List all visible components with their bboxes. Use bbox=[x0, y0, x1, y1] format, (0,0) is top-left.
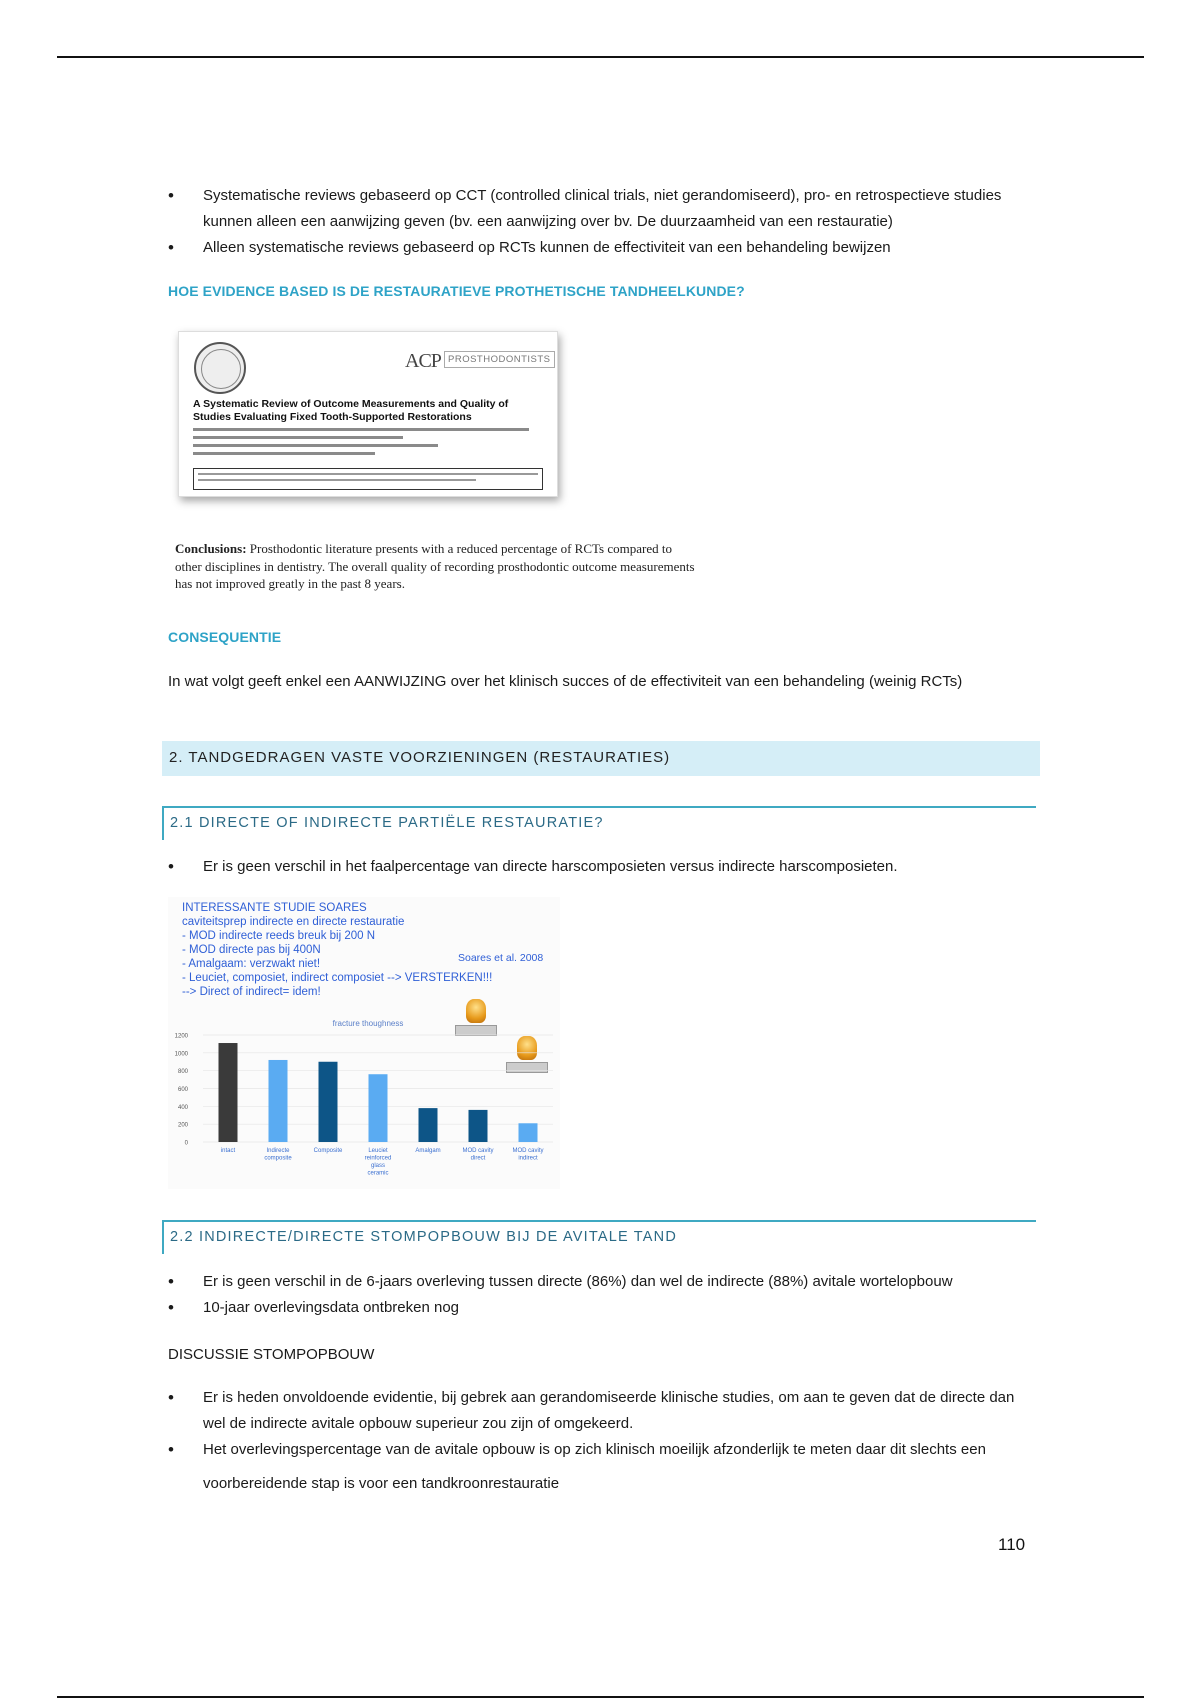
bar bbox=[419, 1108, 438, 1142]
list-item: • 10-jaar overlevingsdata ontbreken nog bbox=[168, 1295, 1048, 1321]
subsection-heading-2-1-label: 2.1 DIRECTE OF INDIRECTE PARTIËLE RESTAURATIE? bbox=[170, 815, 604, 831]
y-tick-label: 1000 bbox=[174, 1051, 188, 1058]
bullet-list-2-2 bbox=[168, 1269, 1048, 1321]
article-title: A Systematic Review of Outcome Measurements and Quality of Studies Evaluating Fixed Tooth-Supported Restorations bbox=[193, 398, 509, 423]
bar bbox=[469, 1110, 488, 1142]
list-item: • Er is geen verschil in de 6-jaars overleving tussen directe (86%) dan wel de indirecte (88%) avitale wortelopbouw bbox=[168, 1269, 1048, 1295]
bar bbox=[219, 1043, 238, 1142]
section-heading-2 bbox=[162, 741, 1040, 776]
article-conclusions bbox=[175, 540, 695, 593]
list-item: • Er is geen verschil in het faalpercentage van directe harscomposieten versus indirecte harscomposieten. bbox=[168, 854, 1038, 880]
section-heading-2-label: 2. TANDGEDRAGEN VASTE VOORZIENINGEN (RESTAURATIES) bbox=[169, 749, 671, 766]
x-tick-label: Indirecte composite bbox=[264, 1148, 292, 1162]
journal-badge-icon bbox=[194, 342, 246, 394]
heading-discussie: DISCUSSIE STOMPOPBOUW bbox=[168, 1346, 375, 1363]
list-item: • Er is heden onvoldoende evidentie, bij gebrek aan gerandomiseerde klinische studies, om aan te geven dat de directe dan wel de indirecte avitale opbouw superieur zou zijn of omgekeerd. bbox=[168, 1385, 1018, 1437]
y-tick-label: 0 bbox=[184, 1140, 188, 1147]
header-rule bbox=[57, 56, 1144, 58]
y-tick-label: 1200 bbox=[174, 1033, 188, 1040]
study-line: --> Direct of indirect= idem! bbox=[182, 986, 321, 998]
study-line: caviteitsprep indirecte en directe restauratie bbox=[182, 916, 405, 928]
list-item: • Alleen systematische reviews gebaseerd op RCTs kunnen de effectiviteit van een behandeling bewijzen bbox=[168, 235, 1038, 261]
article-cme-box bbox=[193, 468, 543, 490]
acp-logo: ACP bbox=[405, 350, 441, 372]
x-tick-label: MOD cavity indirect bbox=[512, 1148, 544, 1162]
bar bbox=[269, 1060, 288, 1142]
bullet-list-2-1 bbox=[168, 854, 1038, 880]
article-author-lines bbox=[193, 428, 543, 460]
x-tick-label: Leuciet reinforced glass ceramic bbox=[364, 1148, 392, 1177]
bullet-list-discussie bbox=[168, 1385, 1018, 1501]
bar bbox=[319, 1062, 338, 1142]
article-figure bbox=[178, 331, 558, 497]
study-line: - Amalgaam: verzwakt niet! bbox=[182, 958, 321, 970]
y-tick-label: 600 bbox=[177, 1087, 188, 1093]
bar bbox=[519, 1123, 538, 1142]
list-item: • Systematische reviews gebaseerd op CCT (controlled clinical trials, niet gerandomiseerd), pro- en retrospectieve studies kunnen alleen een aanwijzing geven (bv. een aanwijzing over bv. De duurzaamheid van een restauratie) bbox=[168, 183, 1038, 235]
study-line: - MOD indirecte reeds breuk bij 200 N bbox=[182, 930, 376, 942]
y-tick-label: 400 bbox=[177, 1104, 188, 1111]
page-number: 110 bbox=[998, 1535, 1026, 1554]
study-citation: Soares et al. 2008 bbox=[458, 952, 544, 964]
footer-rule bbox=[57, 1696, 1144, 1698]
subsection-heading-2-1 bbox=[162, 806, 1036, 840]
intro-bullet-list bbox=[168, 183, 1038, 261]
heading-consequentie: CONSEQUENTIE bbox=[168, 629, 282, 645]
y-tick-label: 800 bbox=[177, 1069, 188, 1076]
list-item: • Het overlevingspercentage van de avitale opbouw is op zich klinisch moeilijk afzonderlijk te meten daar dit slechts een voorbereidende stap is voor een tandkroonrestauratie bbox=[168, 1433, 1018, 1501]
x-tick-label: Composite bbox=[313, 1148, 343, 1154]
paragraph-consequentie: In wat volgt geeft enkel een AANWIJZING over het klinisch succes of de effectiviteit van een behandeling (weinig RCTs) bbox=[168, 673, 963, 690]
chart-title: fracture thoughness bbox=[332, 1019, 404, 1028]
acp-logo-subtitle: PROSTHODONTISTS bbox=[444, 351, 555, 368]
soares-study-figure bbox=[168, 897, 560, 1189]
x-tick-label: MOD cavity direct bbox=[462, 1148, 494, 1162]
subsection-heading-2-2-label: 2.2 INDIRECTE/DIRECTE STOMPOPBOUW BIJ DE AVITALE TAND bbox=[170, 1229, 678, 1245]
study-line: - MOD directe pas bij 400N bbox=[182, 944, 321, 956]
fracture-toughness-chart bbox=[168, 897, 560, 1189]
subsection-heading-2-2 bbox=[162, 1220, 1036, 1254]
bar bbox=[369, 1074, 388, 1142]
study-line: - Leuciet, composiet, indirect composiet --> VERSTERKEN!!! bbox=[182, 972, 493, 984]
heading-evidence: HOE EVIDENCE BASED IS DE RESTAURATIEVE PROTHETISCHE TANDHEELKUNDE? bbox=[168, 283, 745, 299]
study-line: INTERESSANTE STUDIE SOARES bbox=[182, 902, 367, 914]
x-tick-label: Amalgam bbox=[415, 1148, 441, 1154]
y-tick-label: 200 bbox=[177, 1122, 188, 1129]
conclusions-text: Prosthodontic literature presents with a reduced percentage of RCTs compared to other disciplines in dentistry. The overall quality of recording prosthodontic outcome measurements has not improved greatly in the past 8 years. bbox=[175, 541, 695, 591]
conclusions-label: Conclusions: bbox=[175, 541, 247, 556]
x-tick-label: intact bbox=[220, 1148, 236, 1154]
